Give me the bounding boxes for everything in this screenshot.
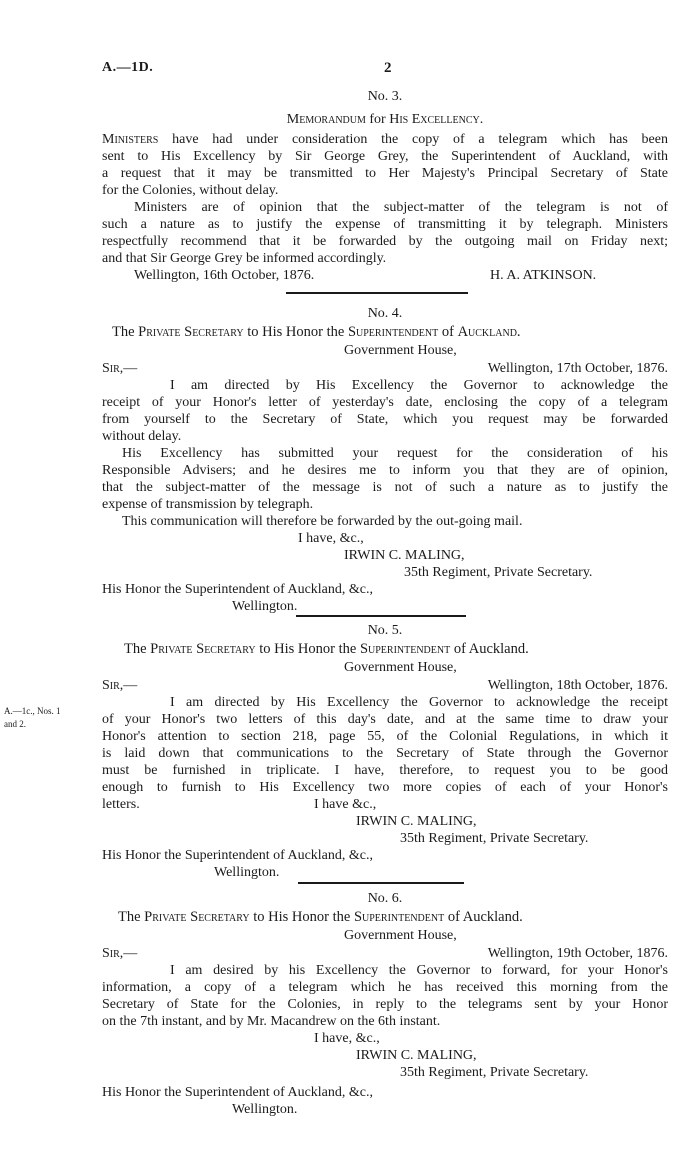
body-line: Responsible Advisers; and he desires me to inform you that they are of opinion, bbox=[102, 463, 668, 478]
section-heading bbox=[118, 909, 684, 926]
address-line: Government House, bbox=[344, 928, 457, 943]
heading-part: Private Secretary bbox=[144, 909, 250, 925]
addressee-line: Wellington. bbox=[214, 865, 280, 880]
body-line: respectfully recommend that it be forwarded by the outgoing mail on Friday next; bbox=[102, 234, 668, 249]
body-line: for the Colonies, without delay. bbox=[102, 183, 279, 198]
section-divider bbox=[286, 292, 468, 294]
opening-word: Ministers bbox=[102, 132, 159, 147]
address-line: Government House, bbox=[344, 660, 457, 675]
body-line: I am desired by his Excellency the Governor to forward, for your Honor's bbox=[170, 963, 668, 978]
body-line: This communication will therefore be forwarded by the out-going mail. bbox=[122, 514, 523, 529]
body-line: on the 7th instant, and by Mr. Macandrew on the 6th instant. bbox=[102, 1014, 441, 1029]
body-line: information, a copy of a telegram which he has received this morning from the bbox=[102, 980, 668, 995]
body-line: Honor's attention to section 218, page 55, of the Colonial Regulations, in which it bbox=[102, 729, 668, 744]
addressee-line: Wellington. bbox=[232, 1102, 298, 1117]
body-line: I am directed by His Excellency the Governor to acknowledge the receipt bbox=[170, 695, 668, 710]
margin-reference: A.—1c., Nos. 1 bbox=[4, 706, 61, 716]
heading-part: for bbox=[365, 112, 390, 127]
section-number: No. 3. bbox=[367, 89, 403, 104]
heading-part: to His Honor the bbox=[249, 909, 354, 925]
closing: I have, &c., bbox=[298, 531, 364, 546]
heading-part: Superintendent bbox=[353, 909, 445, 925]
heading-part: The bbox=[112, 324, 139, 340]
place-date: Wellington, 16th October, 1876. bbox=[134, 268, 315, 283]
body-line: such a nature as to justify the expense of transmitting it by telegraph. Ministers bbox=[102, 217, 668, 232]
section-number: No. 5. bbox=[367, 623, 403, 638]
body-line bbox=[102, 131, 668, 148]
heading-part: His Excellency. bbox=[389, 112, 484, 127]
section-number: No. 4. bbox=[367, 306, 403, 321]
addressee-line: His Honor the Superintendent of Auckland, &c., bbox=[102, 848, 374, 863]
heading-part: Superintendent bbox=[347, 324, 439, 340]
closing: I have &c., bbox=[314, 797, 377, 812]
signer-title: 35th Regiment, Private Secretary. bbox=[400, 831, 589, 846]
closing: I have, &c., bbox=[314, 1031, 380, 1046]
body-line: without delay. bbox=[102, 429, 182, 444]
body-line: enough to furnish to His Excellency two more copies of each of your Honor's bbox=[102, 780, 668, 795]
page-number: 2 bbox=[384, 60, 392, 76]
body-line: receipt of your Honor's letter of yesterday's date, enclosing the copy of a telegram bbox=[102, 395, 668, 410]
body-line: sent to His Excellency by Sir George Grey, the Superintendent of Auckland, with bbox=[102, 149, 668, 164]
signer-name: IRWIN C. MALING, bbox=[356, 1048, 477, 1063]
heading-part: Private Secretary bbox=[150, 641, 256, 657]
body-line: I am directed by His Excellency the Governor to acknowledge the bbox=[170, 378, 668, 393]
address-line: Wellington, 17th October, 1876. bbox=[487, 361, 668, 376]
heading-part: to His Honor the bbox=[243, 324, 348, 340]
heading-part: The bbox=[118, 909, 145, 925]
section-heading bbox=[112, 324, 682, 341]
addressee-line: His Honor the Superintendent of Auckland, &c., bbox=[102, 582, 374, 597]
body-line: expense of transmission by telegraph. bbox=[102, 497, 314, 512]
document-reference: A.—1D. bbox=[102, 60, 154, 75]
body-line: must be furnished in triplicate. I have, therefore, to request you to be good bbox=[102, 763, 668, 778]
heading-part: Auckland. bbox=[457, 324, 521, 340]
body-line: and that Sir George Grey be informed accordingly. bbox=[102, 251, 387, 266]
heading-part: Superintendent bbox=[359, 641, 451, 657]
body-line: letters. bbox=[102, 797, 140, 812]
heading-part: of Auckland. bbox=[444, 909, 523, 925]
heading-part: of Auckland. bbox=[450, 641, 529, 657]
heading-part: The bbox=[124, 641, 151, 657]
addressee-line: Wellington. bbox=[232, 599, 298, 614]
body-line: His Excellency has submitted your request for the consideration of his bbox=[122, 446, 668, 461]
body-line: Secretary of State for the Colonies, in reply to the telegrams sent by your Honor bbox=[102, 997, 668, 1012]
signature: H. A. ATKINSON. bbox=[490, 268, 597, 283]
margin-reference: and 2. bbox=[4, 719, 26, 729]
body-text: have had under consideration the copy of a telegram which has been bbox=[158, 132, 668, 147]
address-line: Wellington, 19th October, 1876. bbox=[487, 946, 668, 961]
signer-name: IRWIN C. MALING, bbox=[356, 814, 477, 829]
salutation: Sir,— bbox=[102, 946, 138, 961]
section-divider bbox=[298, 882, 464, 884]
body-line: that the subject-matter of the message is not of such a nature as to justify the bbox=[102, 480, 668, 495]
address-line: Wellington, 18th October, 1876. bbox=[487, 678, 668, 693]
salutation: Sir,— bbox=[102, 361, 138, 376]
addressee-line: His Honor the Superintendent of Auckland, &c., bbox=[102, 1085, 374, 1100]
section-heading bbox=[124, 641, 684, 658]
section-number: No. 6. bbox=[367, 891, 403, 906]
address-line: Government House, bbox=[344, 343, 457, 358]
body-line: is laid down that communications to the Secretary of State through the Governor bbox=[102, 746, 668, 761]
body-line: from yourself to the Secretary of State, which you request may be forwarded bbox=[102, 412, 668, 427]
signer-title: 35th Regiment, Private Secretary. bbox=[404, 565, 593, 580]
body-line: of your Honor's two letters of this day's date, and at the same time to draw your bbox=[102, 712, 668, 727]
section-divider bbox=[296, 615, 466, 617]
body-line: Ministers are of opinion that the subject-matter of the telegram is not of bbox=[134, 200, 668, 215]
heading-part: Memorandum bbox=[286, 112, 366, 127]
signer-name: IRWIN C. MALING, bbox=[344, 548, 465, 563]
salutation: Sir,— bbox=[102, 678, 138, 693]
section-heading bbox=[102, 111, 668, 128]
signer-title: 35th Regiment, Private Secretary. bbox=[400, 1065, 589, 1080]
heading-part: to His Honor the bbox=[255, 641, 360, 657]
heading-part: of bbox=[438, 324, 458, 340]
body-line: a request that it may be transmitted to Her Majesty's Principal Secretary of State bbox=[102, 166, 668, 181]
heading-part: Private Secretary bbox=[138, 324, 244, 340]
